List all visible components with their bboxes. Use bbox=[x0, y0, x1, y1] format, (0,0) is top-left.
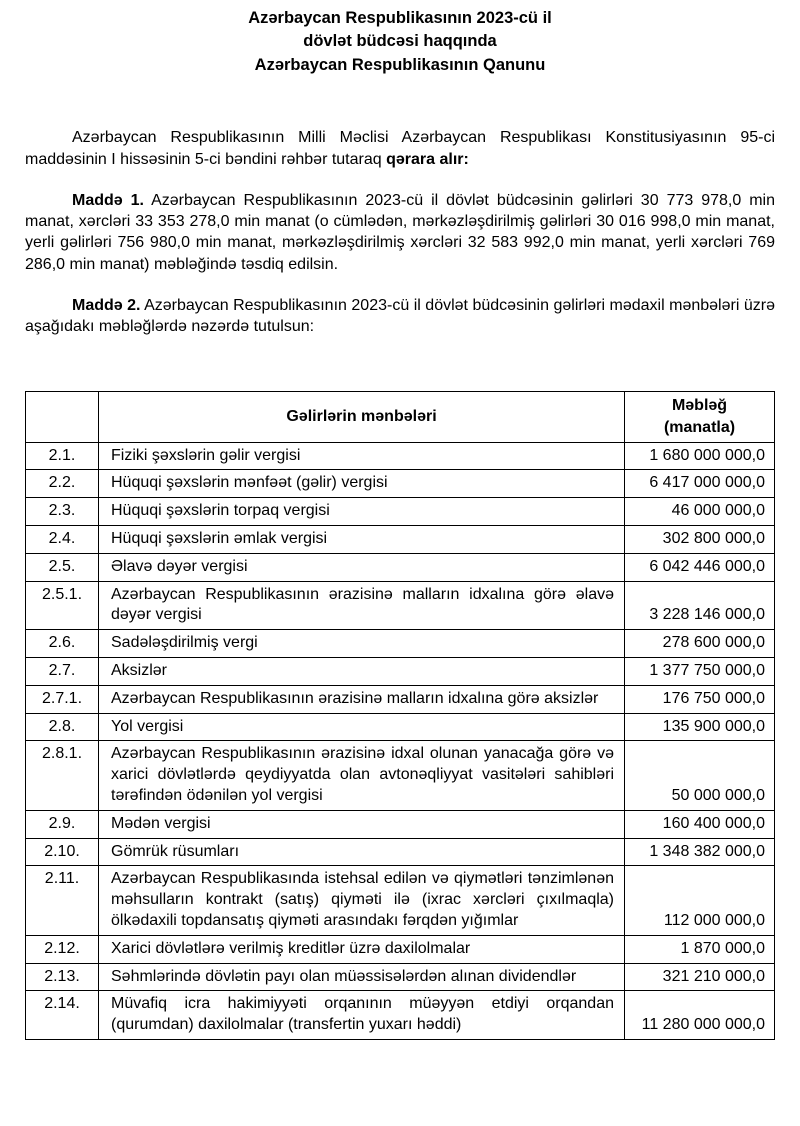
table-row bbox=[26, 657, 775, 685]
row-number: 2.8. bbox=[26, 713, 99, 741]
row-source: Azərbaycan Respublikasında istehsal edilən və qiymətləri tənzimlənən məhsulların kontrakt (satış) qiyməti ilə (ixrac xərcləri çıxılmaqla) ölkədaxili topdansatış qiyməti arasındakı fərqdən yığımlar bbox=[99, 866, 625, 935]
amount-header-line-2: (manatla) bbox=[663, 418, 736, 436]
intro-text: Azərbaycan Respublikasının Milli Məclisi Azərbaycan Respublikası Konstitusiyasının 95-ci maddəsinin I hissəsinin 5-ci bəndini rəhbər tutaraq bbox=[25, 129, 775, 168]
row-number: 2.12. bbox=[26, 935, 99, 963]
row-amount: 1 680 000 000,0 bbox=[625, 442, 775, 470]
header-amount-cell bbox=[625, 392, 775, 442]
row-amount: 302 800 000,0 bbox=[625, 525, 775, 553]
table-header-row bbox=[26, 392, 775, 442]
table-row bbox=[26, 553, 775, 581]
row-amount: 3 228 146 000,0 bbox=[625, 581, 775, 630]
row-source: Azərbaycan Respublikasının ərazisinə malların idxalına görə aksizlər bbox=[99, 685, 625, 713]
row-number: 2.2. bbox=[26, 470, 99, 498]
table-row bbox=[26, 991, 775, 1040]
row-source: Azərbaycan Respublikasının ərazisinə idxal olunan yanacağa görə və xarici dövlətlərdə qeydiyyatda olan avtonəqliyyat vasitələri sahibləri tərəfindən ödənilən yol vergisi bbox=[99, 741, 625, 810]
table-row bbox=[26, 838, 775, 866]
row-amount: 50 000 000,0 bbox=[625, 741, 775, 810]
table-row bbox=[26, 935, 775, 963]
row-source: Əlavə dəyər vergisi bbox=[99, 553, 625, 581]
title-line-1: Azərbaycan Respublikasının 2023-cü il bbox=[248, 9, 552, 27]
row-amount: 176 750 000,0 bbox=[625, 685, 775, 713]
row-amount: 1 870 000,0 bbox=[625, 935, 775, 963]
row-source: Hüquqi şəxslərin əmlak vergisi bbox=[99, 525, 625, 553]
row-source: Yol vergisi bbox=[99, 713, 625, 741]
row-number: 2.10. bbox=[26, 838, 99, 866]
table-row bbox=[26, 685, 775, 713]
row-number: 2.3. bbox=[26, 498, 99, 526]
article-1-label: Maddə 1. bbox=[72, 191, 144, 209]
row-source: Səhmlərində dövlətin payı olan müəssisələrdən alınan dividendlər bbox=[99, 963, 625, 991]
article-2-text: Azərbaycan Respublikasının 2023-cü il dövlət büdcəsinin gəlirləri mədaxil mənbələri üzrə aşağıdakı məbləğlərdə nəzərdə tutulsun: bbox=[25, 296, 775, 336]
article-1-text: Azərbaycan Respublikasının 2023-cü il dövlət büdcəsinin gəlirləri 30 773 978,0 min manat, xərcləri 33 353 278,0 min manat (o cümlədən, mərkəzləşdirilmiş gəlirləri 30 016 998,0 min manat, yerli gəlirləri 756 980,0 min manat, mərkəzləşdirilmiş xərcləri 32 583 992,0 min manat, yerli xərcləri 769 286,0 min manat) məbləğində təsdiq edilsin. bbox=[25, 191, 776, 273]
row-amount: 135 900 000,0 bbox=[625, 713, 775, 741]
table-row bbox=[26, 810, 775, 838]
table-row bbox=[26, 581, 775, 630]
row-source: Fiziki şəxslərin gəlir vergisi bbox=[99, 442, 625, 470]
row-source: Azərbaycan Respublikasının ərazisinə malların idxalına görə əlavə dəyər vergisi bbox=[99, 581, 625, 630]
table-row bbox=[26, 741, 775, 810]
table-row bbox=[26, 442, 775, 470]
row-source: Hüquqi şəxslərin torpaq vergisi bbox=[99, 498, 625, 526]
row-number: 2.1. bbox=[26, 442, 99, 470]
article-1-paragraph bbox=[25, 190, 775, 275]
row-amount: 6 417 000 000,0 bbox=[625, 470, 775, 498]
row-amount: 321 210 000,0 bbox=[625, 963, 775, 991]
row-amount: 11 280 000 000,0 bbox=[625, 991, 775, 1040]
table-row bbox=[26, 963, 775, 991]
title-line-3: Azərbaycan Respublikasının Qanunu bbox=[254, 55, 546, 74]
document-title bbox=[25, 7, 775, 77]
table-row bbox=[26, 713, 775, 741]
row-number: 2.8.1. bbox=[26, 741, 99, 810]
intro-paragraph bbox=[25, 127, 775, 170]
row-amount: 112 000 000,0 bbox=[625, 866, 775, 935]
row-source: Gömrük rüsumları bbox=[99, 838, 625, 866]
row-source: Sadələşdirilmiş vergi bbox=[99, 630, 625, 658]
row-number: 2.13. bbox=[26, 963, 99, 991]
row-number: 2.4. bbox=[26, 525, 99, 553]
amount-header-line-1: Məbləğ bbox=[671, 397, 728, 415]
row-amount: 6 042 446 000,0 bbox=[625, 553, 775, 581]
revenue-table bbox=[25, 391, 775, 1040]
row-number: 2.7. bbox=[26, 657, 99, 685]
row-number: 2.7.1. bbox=[26, 685, 99, 713]
row-number: 2.5. bbox=[26, 553, 99, 581]
article-2-paragraph bbox=[25, 295, 775, 338]
row-number: 2.6. bbox=[26, 630, 99, 658]
row-amount: 160 400 000,0 bbox=[625, 810, 775, 838]
table-row bbox=[26, 498, 775, 526]
row-source: Müvafiq icra hakimiyyəti orqanının müəyyən etdiyi orqandan (qurumdan) daxilolmalar (transfertin yuxarı həddi) bbox=[99, 991, 625, 1040]
row-number: 2.14. bbox=[26, 991, 99, 1040]
row-amount: 278 600 000,0 bbox=[625, 630, 775, 658]
row-source: Hüquqi şəxslərin mənfəət (gəlir) vergisi bbox=[99, 470, 625, 498]
article-2-label: Maddə 2. bbox=[72, 296, 141, 314]
row-source: Aksizlər bbox=[99, 657, 625, 685]
row-amount: 1 377 750 000,0 bbox=[625, 657, 775, 685]
row-amount: 46 000 000,0 bbox=[625, 498, 775, 526]
table-row bbox=[26, 866, 775, 935]
header-number-cell bbox=[26, 392, 99, 442]
table-row bbox=[26, 630, 775, 658]
row-source: Mədən vergisi bbox=[99, 810, 625, 838]
row-number: 2.11. bbox=[26, 866, 99, 935]
row-number: 2.5.1. bbox=[26, 581, 99, 630]
table-row bbox=[26, 470, 775, 498]
row-amount: 1 348 382 000,0 bbox=[625, 838, 775, 866]
row-source: Xarici dövlətlərə verilmiş kreditlər üzrə daxilolmalar bbox=[99, 935, 625, 963]
revenue-table-body bbox=[26, 442, 775, 1039]
title-line-2: dövlət büdcəsi haqqında bbox=[303, 32, 497, 51]
intro-bold-text: qərara alır: bbox=[386, 150, 469, 168]
row-number: 2.9. bbox=[26, 810, 99, 838]
header-source-cell: Gəlirlərin mənbələri bbox=[99, 392, 625, 442]
table-row bbox=[26, 525, 775, 553]
